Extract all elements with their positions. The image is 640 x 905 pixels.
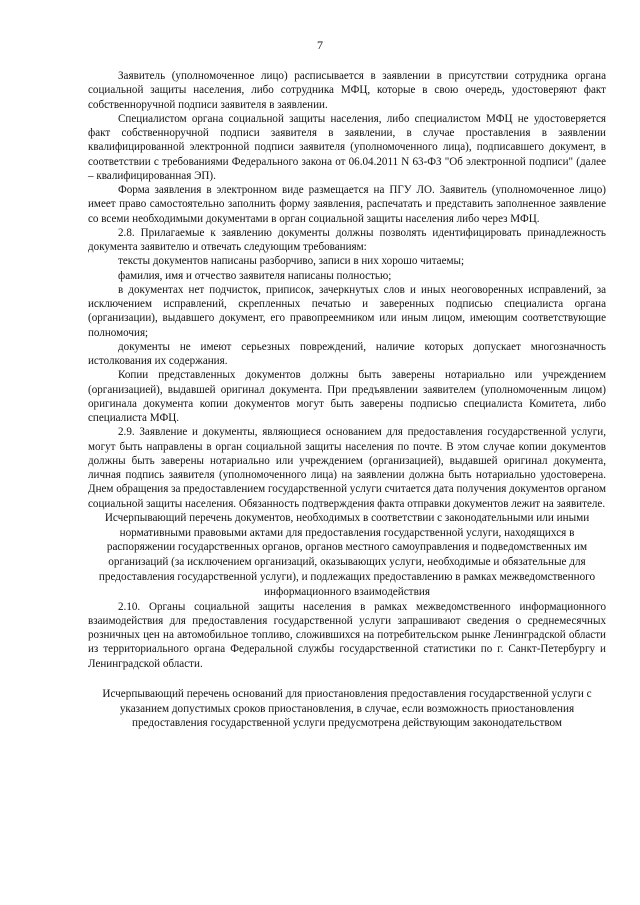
document-body	[88, 69, 606, 731]
paragraph: фамилия, имя и отчество заявителя написаны полностью;	[118, 269, 392, 282]
paragraph: 2.10. Органы социальной защиты населения в рамках межведомственного информационного взаимодействия для предоставления государственной услуги запрашивают сведения о среднемесячных розничных цен на автомобильное топливо, сложившихся на потребительском рынке Ленинградской области из территориального органа Федеральной службы государственной статистики по г. Санкт-Петербургу и Ленинградской области.	[88, 600, 606, 670]
paragraph: документы не имеют серьезных повреждений, наличие которых допускает многозначность истолкования их содержания.	[88, 340, 606, 367]
paragraph: 2.8. Прилагаемые к заявлению документы должны позволять идентифицировать принадлежность документа заявителю и отвечать следующим требованиям:	[88, 226, 606, 253]
paragraph: тексты документов написаны разборчиво, записи в них хорошо читаемы;	[118, 255, 465, 268]
section-heading: Исчерпывающий перечень оснований для приостановления предоставления государственной услуги с указанием допустимых сроков приостановления, в случае, если возможность приостановления предоставления государственной услуги предусмотрена действующим законодательством	[102, 687, 592, 730]
section-heading: Исчерпывающий перечень документов, необходимых в соответствии с законодательными или иными нормативными правовыми актами для предоставления государственной услуги, находящихся в распоряжении государственных органов, органов местного самоуправления и подведомственных им организаций (за исключением организаций, оказывающих услуги, необходимые и обязательные для предоставления государственной услуги), и подлежащих предоставлению в рамках межведомственного информационного взаимодействия	[98, 511, 596, 598]
paragraph: 2.9. Заявление и документы, являющиеся основанием для предоставления государственной услуги, могут быть направлены в орган социальной защиты населения по почте. В этом случае копии документов должны быть заверены нотариально или учреждением (организацией), выдавшей оригинал документа, личная подпись заявителя (уполномоченного лица) на заявлении должна быть нотариально удостоверена. Днем обращения за предоставлением государственной услуги считается дата получения документов органом социальной защиты населения. Обязанность подтверждения факта отправки документов лежит на заявителе.	[88, 426, 606, 510]
paragraph: Копии представленных документов должны быть заверены нотариально или учреждением (организацией), выдавшей оригинал документа. При предъявлении заявителем (уполномоченным лицом) оригинала документа копии документов могут быть заверены подписью специалиста Комитета, либо специалиста МФЦ.	[88, 369, 606, 424]
paragraph: в документах нет подчисток, приписок, зачеркнутых слов и иных неоговоренных исправлений, за исключением исправлений, скрепленных печатью и заверенных подписью специалиста органа (организации), выдавшего документ, его правопреемником или иным лицом, имеющим соответствующие полномочия;	[88, 283, 606, 339]
paragraph: Специалистом органа социальной защиты населения, либо специалистом МФЦ не удостоверяется факт собственноручной подписи заявителя в заявлении, в случае проставления в заявлении квалифицированной электронной подписи заявителя (уполномоченного лица), подписавшего документ, в соответствии с требованиями Федерального закона от 06.04.2011 N 63-ФЗ "Об электронной подписи" (далее – квалифицированная ЭП).	[88, 112, 606, 182]
paragraph: Заявитель (уполномоченное лицо) расписывается в заявлении в присутствии сотрудника органа социальной защиты населения, либо сотрудника МФЦ, которые в свою очередь, удостоверяют факт собственноручной подписи заявителя в заявлении.	[88, 70, 606, 111]
paragraph: Форма заявления в электронном виде размещается на ПГУ ЛО. Заявитель (уполномоченное лицо) имеет право самостоятельно заполнить форму заявления, распечатать и представить заполненное заявление со всеми необходимыми документами в орган социальной защиты населения либо через МФЦ.	[88, 184, 606, 225]
page-number: 7	[317, 38, 323, 52]
